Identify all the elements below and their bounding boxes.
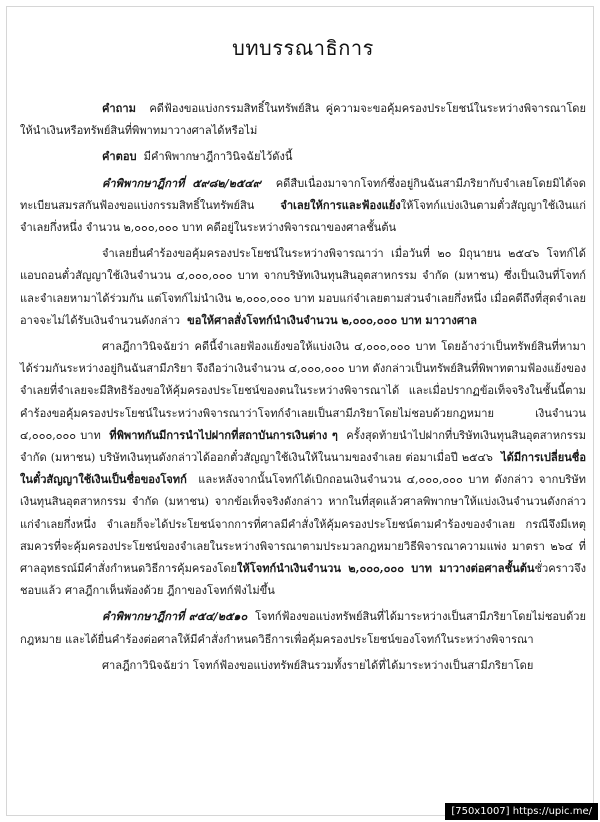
- question-label: คำถาม: [102, 102, 136, 115]
- ruling-text-a: ศาลฎีกาวินิจฉัยว่า คดีนี้จำเลยฟ้องแย้งขอให้แบ่งเงิน ๔,๐๐๐,๐๐๐ บาท โดยอ้างว่าเป็นทรัพย์สินที่หามาได้ร่วมกันระหว่างอยู่กินฉันสามีภริยา จึงถือว่าเงินจำนวน ๔,๐๐๐,๐๐๐ บาท ดังกล่าวเป็นทรัพย์สินที่พิพาทตามฟ้องแย้งของจำเลยที่จำเลยจะมีสิทธิร้องขอให้คุ้มครองประโยชน์ของตนในระหว่างพิจารณาได้ และเมื่อปรากฏข้อเท็จจริงในชั้นนี้ตามคำร้องขอคุ้มครองประโยชน์ในระหว่างพิจารณาว่าโจทก์จำเลยเป็นสามีภริยาโดยไม่ชอบด้วยกฎหมาย เงินจำนวน ๔,๐๐๐,๐๐๐ บาท: [20, 340, 586, 442]
- case2-ruling-paragraph: [20, 655, 586, 677]
- ruling-bold-a: ที่พิพาทกันมีการนำไปฝากที่สถาบันการเงินต่าง ๆ: [109, 428, 338, 442]
- answer-label: คำตอบ: [102, 150, 137, 164]
- ruling-paragraph: [20, 336, 586, 602]
- case2-ref: คำพิพากษาฎีกาที่ ๙๕๔/๒๕๑๐: [102, 610, 248, 624]
- ruling-bold-b: ได้มีการเปลี่ยนชื่อในตั๋วสัญญาใช้เงินเป็นชื่อของโจทก์: [20, 451, 586, 487]
- case1-text-b: ให้โจทก์แบ่งเงินตามตั๋วสัญญาใช้เงินแก่จำเลยกึ่งหนึ่ง จำนวน ๒,๐๐๐,๐๐๐ บาท คดีอยู่ในระหว่างพิจารณาของศาลชั้นต้น: [20, 198, 586, 235]
- ruling-text-d: ชั่วคราวจึงชอบแล้ว ศาลฎีกาเห็นพ้องด้วย ฎีกาของโจทก์ฟังไม่ขึ้น: [20, 562, 586, 598]
- question-paragraph: [20, 98, 586, 142]
- ruling-text-c: และหลังจากนั้นโจทก์ได้เบิกถอนเงินจำนวน ๔,๐๐๐,๐๐๐ บาท ดังกล่าว จากบริษัทเงินทุนสินอุตสาหกรรม จำกัด (มหาชน) จากข้อเท็จจริงดังกล่าว หากในที่สุดแล้วศาลพิพากษาให้แบ่งเงินจำนวนดังกล่าวแก่จำเลยกึ่งหนึ่ง จำเลยก็จะได้ประโยชน์จากการที่ศาลมีคำสั่งให้คุ้มครองประโยชน์ตามคำร้องของจำเลย กรณีจึงมีเหตุสมควรที่จะคุ้มครองประโยชน์ของจำเลยในระหว่างพิจารณาตามประมวลกฎหมายวิธีพิจารณาความแพ่ง มาตรา ๒๖๔ ที่ศาลอุทธรณ์มีคำสั่งกำหนดวิธีการคุ้มครองโดย: [20, 473, 586, 576]
- watermark-link[interactable]: [750x1007] https://upic.me/: [445, 803, 598, 820]
- ruling-bold-c: ให้โจทก์นำเงินจำนวน ๒,๐๐๐,๐๐๐ บาท มาวางต่อศาลชั้นต้น: [237, 562, 535, 576]
- ruling-text-b: ครั้งสุดท้ายนำไปฝากที่บริษัทเงินทุนสินอุตสาหกรรม จำกัด (มหาชน) บริษัทเงินทุนดังกล่าวได้ออกตั๋วสัญญาใช้เงินให้ในนามของจำเลย ต่อมาเมื่อปี ๒๕๔๖: [20, 428, 587, 465]
- page-title: บทบรรณาธิการ: [232, 36, 374, 60]
- case1-paragraph: [20, 173, 586, 240]
- case1-ref: คำพิพากษาฎีกาที่ ๕๙๘๒/๒๕๔๙: [102, 176, 261, 190]
- case1-text-a: คดีสืบเนื่องมาจากโจทก์ซึ่งอยู่กินฉันสามีภริยากับจำเลยโดยมิได้จดทะเบียนสมรสกันฟ้องขอแบ่งกรรมสิทธิ์ในทรัพย์สิน: [20, 176, 586, 212]
- question-text: คดีฟ้องขอแบ่งกรรมสิทธิ์ในทรัพย์สิน คู่ความจะขอคุ้มครองประโยชน์ในระหว่างพิจารณาโดยให้นำเงินหรือทรัพย์สินที่พิพาทมาวางศาลได้หรือไม่: [20, 102, 586, 138]
- answer-paragraph: [20, 146, 586, 168]
- facts-bold-a: ขอให้ศาลสั่งโจทก์นำเงินจำนวน ๒,๐๐๐,๐๐๐ บาท มาวางศาล: [187, 313, 477, 327]
- case2-text: โจทก์ฟ้องขอแบ่งทรัพย์สินที่ได้มาระหว่างเป็นสามีภริยาโดยไม่ชอบด้วยกฎหมาย และได้ยื่นคำร้องต่อศาลให้มีคำสั่งกำหนดวิธีการเพื่อคุ้มครองประโยชน์ของโจทก์ในระหว่างพิจารณา: [20, 610, 587, 646]
- facts-paragraph: [20, 243, 586, 332]
- facts-text-a: จำเลยยื่นคำร้องขอคุ้มครองประโยชน์ในระหว่างพิจารณาว่า เมื่อวันที่ ๒๐ มิถุนายน ๒๕๔๖ โจทก์ได้แอบถอนตั๋วสัญญาใช้เงินจำนวน ๔,๐๐๐,๐๐๐ บาท จากบริษัทเงินทุนสินอุตสาหกรรม จำกัด (มหาชน) ซึ่งเป็นเงินที่โจทก์และจำเลยหามาได้ร่วมกัน แต่โจทก์ไม่นำเงิน ๒,๐๐๐,๐๐๐ บาท มอบแก่จำเลยตามส่วนจำเลยกึ่งหนึ่ง เมื่อคดีถึงที่สุดจำเลยอาจจะไม่ได้รับเงินจำนวนดังกล่าว: [20, 247, 586, 327]
- answer-text: มีคำพิพากษาฎีกาวินิจฉัยไว้ดังนี้: [143, 150, 293, 164]
- case1-bold-a: จำเลยให้การและฟ้องแย้ง: [280, 198, 401, 212]
- case2-paragraph: [20, 606, 586, 650]
- case2-ruling-text: ศาลฎีกาวินิจฉัยว่า โจทก์ฟ้องขอแบ่งทรัพย์สินรวมทั้งรายได้ที่ได้มาระหว่างเป็นสามีภริยาโดย: [102, 658, 534, 672]
- document-page: [8, 0, 592, 822]
